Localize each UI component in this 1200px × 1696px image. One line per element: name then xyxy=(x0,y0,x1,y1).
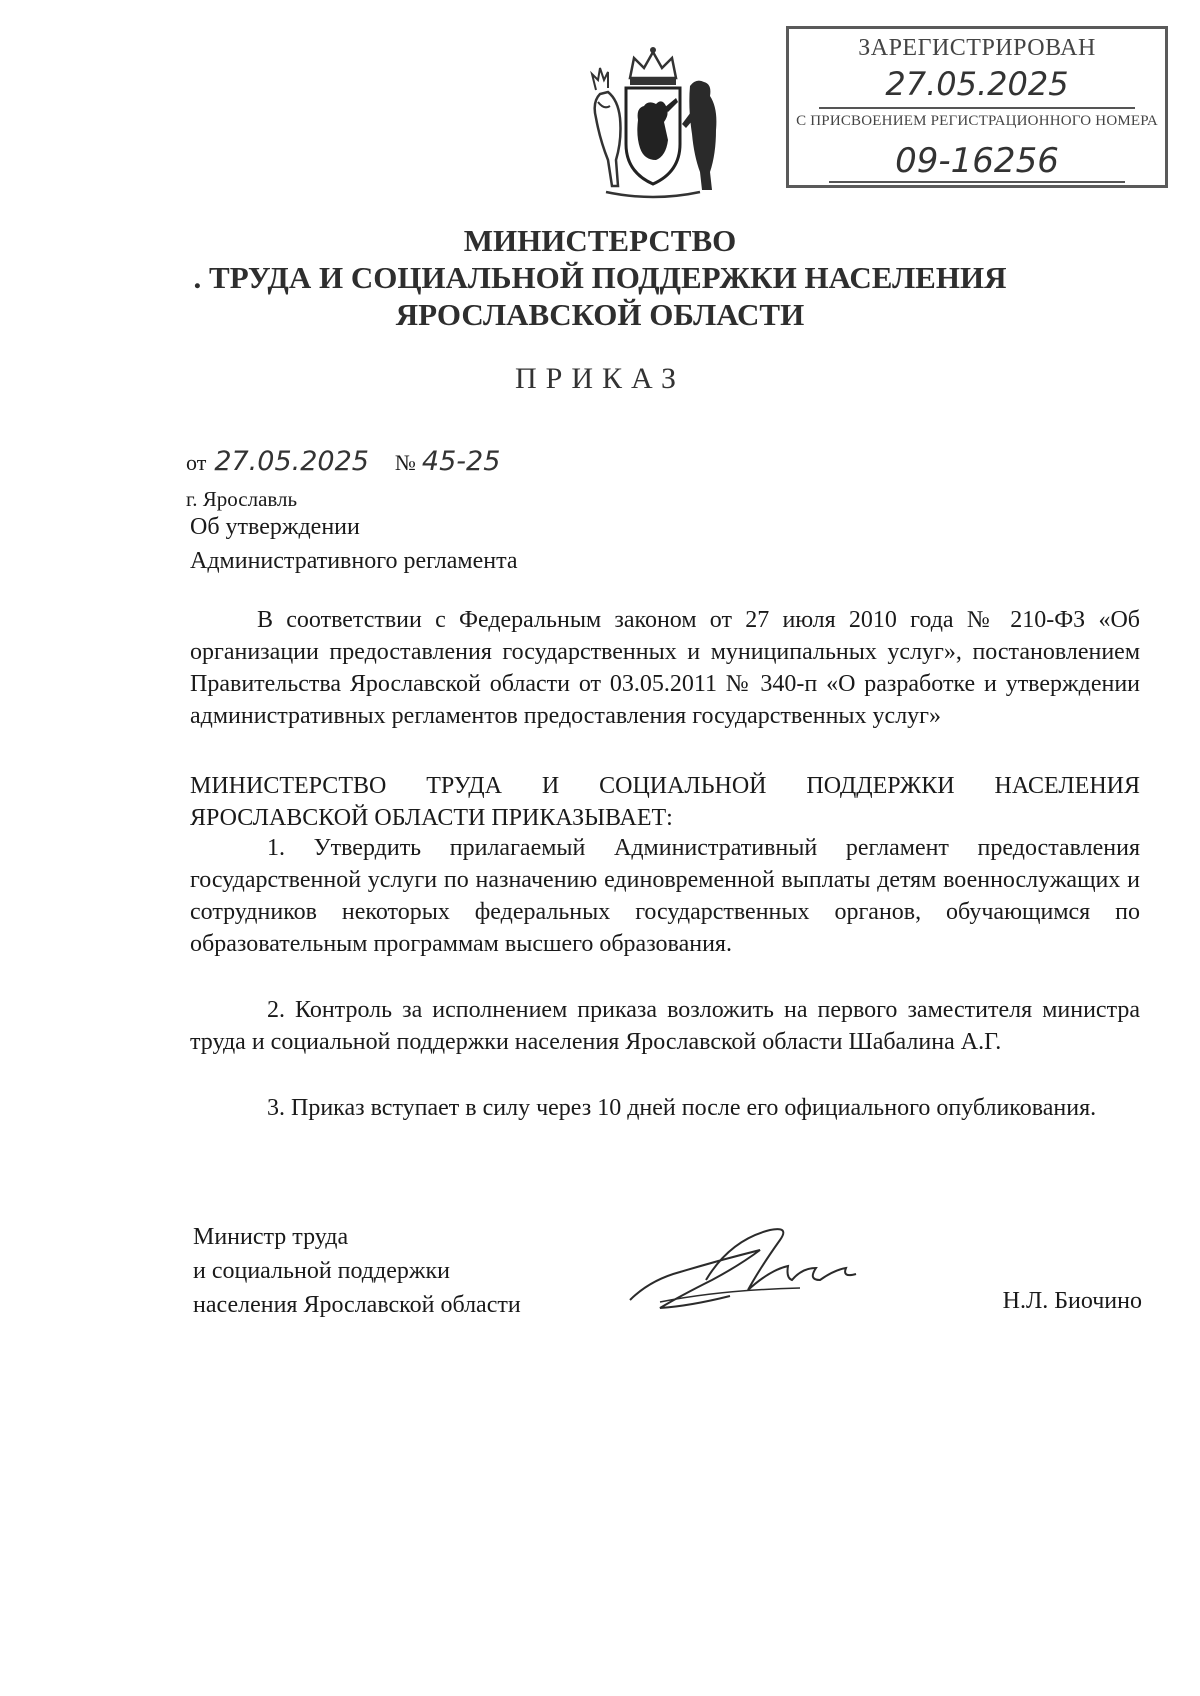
body-paragraph-item-2: 2. Контроль за исполнением приказа возложить на первого заместителя министра труда и социальной поддержки населения Ярославской области Шабалина А.Г. xyxy=(190,997,1140,1055)
coat-of-arms-emblem xyxy=(578,44,728,204)
signatory-position xyxy=(193,1220,521,1322)
signatory-position-line-1: Министр труда xyxy=(193,1224,349,1250)
handwritten-signature xyxy=(620,1210,880,1320)
stamp-registration-number: 09-16256 xyxy=(895,141,1059,181)
order-date-line xyxy=(186,446,500,477)
order-subject-line-2: Административного регламента xyxy=(190,548,518,574)
stamp-subtitle: С ПРИСВОЕНИЕМ РЕГИСТРАЦИОННОГО НОМЕРА xyxy=(796,113,1158,129)
body-paragraph-order-heading: МИНИСТЕРСТВО ТРУДА И СОЦИАЛЬНОЙ ПОДДЕРЖКИ НАСЕЛЕНИЯ ЯРОСЛАВСКОЙ ОБЛАСТИ ПРИКАЗЫВАЕТ: xyxy=(190,773,1140,831)
ministry-title-line-3: ЯРОСЛАВСКОЙ ОБЛАСТИ xyxy=(395,297,805,332)
order-date: 27.05.2025 xyxy=(214,446,369,477)
ministry-title-line-2: . ТРУДА И СОЦИАЛЬНОЙ ПОДДЕРЖКИ НАСЕЛЕНИЯ xyxy=(193,260,1007,295)
body-paragraph-item-3: 3. Приказ вступает в силу через 10 дней после его официального опубликования. xyxy=(267,1095,1097,1121)
ministry-title-line-1: МИНИСТЕРСТВО xyxy=(463,223,737,258)
signatory-position-line-2: и социальной поддержки xyxy=(193,1258,450,1284)
stamp-title: ЗАРЕГИСТРИРОВАН xyxy=(858,35,1096,61)
order-number-prefix: № xyxy=(394,450,416,475)
document-type-heading: ПРИКАЗ xyxy=(515,362,685,395)
registration-stamp xyxy=(786,26,1168,188)
order-subject xyxy=(190,510,518,578)
stamp-date: 27.05.2025 xyxy=(885,65,1069,103)
signatory-name: Н.Л. Биочино xyxy=(1002,1288,1142,1314)
stamp-divider xyxy=(829,181,1125,183)
body-paragraph-item-1: 1. Утвердить прилагаемый Административный регламент предоставления государственной услуги по назначению единовременной выплаты детям военнослужащих и сотрудников некоторых федеральных государственных органов, обучающимся по образовательным программам высшего образования. xyxy=(190,835,1140,957)
order-city: г. Ярославль xyxy=(186,487,298,511)
order-subject-line-1: Об утверждении xyxy=(190,514,360,540)
order-number: 45-25 xyxy=(421,446,501,477)
order-date-prefix: от xyxy=(186,450,207,475)
stamp-divider xyxy=(819,107,1135,109)
signatory-position-line-3: населения Ярославской области xyxy=(193,1292,521,1318)
body-paragraph-preamble: В соответствии с Федеральным законом от 27 июля 2010 года № 210-ФЗ «Об организации предоставления государственных и муниципальных услуг», постановлением Правительства Ярославской области от 03.05.2011 № 340-п «О разработке и утверждении административных регламентов предоставления государственных услуг» xyxy=(190,607,1140,729)
